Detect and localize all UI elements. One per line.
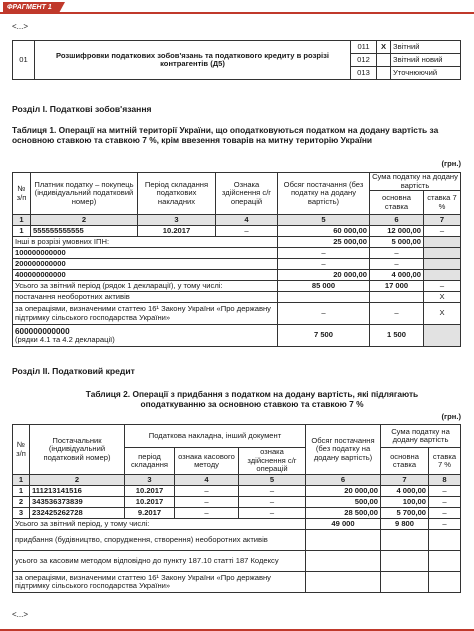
summary-rate7	[429, 530, 461, 551]
summary-basic: –	[370, 303, 424, 325]
col-header: Постачальник (індивідуальний податковий номер)	[30, 425, 125, 475]
table-row	[13, 248, 461, 259]
col-number: 4	[216, 215, 278, 226]
type-checkbox-clarifying[interactable]	[377, 67, 391, 80]
summary-label: Усього за звітний період, у тому числі:	[13, 519, 306, 530]
col-number: 7	[381, 475, 429, 486]
type-code: 012	[351, 54, 377, 67]
cell-basic: –	[370, 259, 424, 270]
summary-volume: 49 000	[306, 519, 381, 530]
col-number: 2	[31, 215, 138, 226]
col-header: основна ставка	[370, 191, 424, 215]
col-number: 5	[239, 475, 306, 486]
summary-rate7: X	[424, 292, 461, 303]
summary-rate7	[424, 325, 461, 347]
table-row	[13, 508, 461, 519]
table-row	[13, 270, 461, 281]
table-row	[13, 259, 461, 270]
cell-rate7: –	[429, 486, 461, 497]
section2-title: Розділ II. Податковий кредит	[12, 366, 135, 376]
summary-rate7: –	[424, 281, 461, 292]
cell-cash: –	[175, 508, 239, 519]
type-checkbox-new-reporting[interactable]	[377, 54, 391, 67]
summary-volume: 85 000	[278, 281, 370, 292]
summary-basic	[370, 292, 424, 303]
table2-unit: (грн.)	[441, 412, 461, 421]
cell-cash: –	[175, 486, 239, 497]
summary-basic: 1 500	[370, 325, 424, 347]
cell-basic: 4 000,00	[381, 486, 429, 497]
summary-rate7	[429, 572, 461, 593]
summary-row	[13, 519, 461, 530]
col-header: Обсяг постачання (без податку на додану вартість)	[278, 173, 370, 215]
cell-basic: 5 700,00	[381, 508, 429, 519]
cell-rate7	[424, 237, 461, 248]
cell-payer: 200000000000	[13, 259, 278, 270]
table2	[12, 424, 461, 593]
col-number: 7	[424, 215, 461, 226]
summary-basic: 17 000	[370, 281, 424, 292]
type-code: 013	[351, 67, 377, 80]
table-row	[13, 497, 461, 508]
cell-basic: 5 000,00	[370, 237, 424, 248]
summary-basic	[381, 530, 429, 551]
cell-basic: 100,00	[381, 497, 429, 508]
table-row	[13, 237, 461, 248]
cell-no: 1	[13, 486, 30, 497]
summary-row	[13, 572, 461, 593]
cell-no: 1	[13, 226, 31, 237]
type-label: Звітний новий	[391, 54, 461, 67]
table1-unit: (грн.)	[441, 159, 461, 168]
cell-payer: 555555555555	[31, 226, 138, 237]
summary-basic	[381, 551, 429, 572]
cell-volume: 20 000,00	[306, 486, 381, 497]
table1-title: Таблиця 1. Операції на митній території України, що оподатковуються податком на додану вартість за основною ставкою та ставкою 7 %, крім ввезення товарів на митну територію України	[12, 125, 439, 146]
cell-payer: 400000000000	[13, 270, 278, 281]
cell-basic: –	[370, 248, 424, 259]
cell-rate7	[424, 248, 461, 259]
col-header: період складання	[125, 448, 175, 475]
summary-volume	[306, 572, 381, 593]
col-header: Сума податку на додану вартість	[370, 173, 461, 191]
section1-title: Розділ I. Податкові зобов'язання	[12, 104, 152, 114]
summary-label-note: (рядки 4.1 та 4.2 декларації)	[15, 335, 115, 344]
summary-label: за операціями, визначеними статтею 16¹ Закону України «Про державну підтримку сільського господарства України»	[13, 303, 278, 325]
summary-volume	[306, 530, 381, 551]
summary-row	[13, 325, 461, 347]
report-title: Розшифровки податкових зобов'язань та податкового кредиту в розрізі контрагентів (Д5)	[35, 41, 351, 80]
cell-rate7: –	[429, 497, 461, 508]
col-header: Сума податку на додану вартість	[381, 425, 461, 448]
col-header: Податкова накладна, інший документ	[125, 425, 306, 448]
cell-volume: –	[278, 248, 370, 259]
summary-volume: 7 500	[278, 325, 370, 347]
cell-period: 10.2017	[138, 226, 216, 237]
col-number: 3	[125, 475, 175, 486]
col-header: Обсяг постачання (без податку на додану вартість)	[306, 425, 381, 475]
summary-basic	[381, 572, 429, 593]
col-header: Платник податку – покупець (індивідуальний податковий номер)	[31, 173, 138, 215]
col-header: ставка 7 %	[429, 448, 461, 475]
col-number: 1	[13, 475, 30, 486]
summary-volume	[306, 551, 381, 572]
col-header: Період складання податкових накладних	[138, 173, 216, 215]
summary-label-cell	[13, 325, 278, 347]
cell-rate7: –	[424, 226, 461, 237]
ellipsis-top: <...>	[12, 22, 29, 31]
cell-cash: –	[175, 497, 239, 508]
summary-label: постачання необоротних активів	[13, 292, 278, 303]
col-header: Ознака здійснення с/г операцій	[216, 173, 278, 215]
cell-period: 10.2017	[125, 486, 175, 497]
col-number: 5	[278, 215, 370, 226]
cell-no: 2	[13, 497, 30, 508]
cell-volume: 28 500,00	[306, 508, 381, 519]
table1	[12, 172, 461, 347]
col-number: 8	[429, 475, 461, 486]
summary-row	[13, 530, 461, 551]
cell-rate7: –	[429, 508, 461, 519]
summary-rate7: –	[429, 519, 461, 530]
cell-rate7	[424, 270, 461, 281]
cell-agri: –	[239, 508, 306, 519]
col-number: 3	[138, 215, 216, 226]
cell-agri: –	[239, 497, 306, 508]
cell-basic: 4 000,00	[370, 270, 424, 281]
summary-row	[13, 303, 461, 325]
top-rule	[0, 12, 474, 14]
summary-row	[13, 551, 461, 572]
cell-volume: 25 000,00	[278, 237, 370, 248]
col-header: ставка 7 %	[424, 191, 461, 215]
col-header: № з/п	[13, 173, 31, 215]
cell-sign: –	[216, 226, 278, 237]
fragment-label: ФРАГМЕНТ 1	[3, 2, 59, 13]
col-number: 4	[175, 475, 239, 486]
cell-period: 10.2017	[125, 497, 175, 508]
cell-volume: 20 000,00	[278, 270, 370, 281]
cell-volume: 60 000,00	[278, 226, 370, 237]
cell-payer: Інші в розрізі умовних ІПН:	[13, 237, 278, 248]
ellipsis-bottom: <...>	[12, 610, 29, 619]
col-header: № з/п	[13, 425, 30, 475]
col-number: 6	[306, 475, 381, 486]
summary-label: за операціями, визначеними статтею 16¹ Закону України «Про державну підтримку сільського господарства України»	[13, 572, 306, 593]
summary-label: Усього за звітний період (рядок 1 декларації), у тому числі:	[13, 281, 278, 292]
type-label: Уточнюючий	[391, 67, 461, 80]
type-label: Звітний	[391, 41, 461, 54]
cell-supplier: 343536373839	[30, 497, 125, 508]
summary-basic: 9 800	[381, 519, 429, 530]
col-header: ознака здійснення с/г операцій	[239, 448, 306, 475]
report-header-table	[12, 40, 461, 80]
col-header: основна ставка	[381, 448, 429, 475]
summary-row	[13, 292, 461, 303]
header-row-code: 01	[13, 41, 35, 80]
cell-period: 9.2017	[125, 508, 175, 519]
col-number: 2	[30, 475, 125, 486]
table-row	[13, 486, 461, 497]
summary-label: 600000000000	[15, 326, 70, 336]
col-number: 6	[370, 215, 424, 226]
col-header: ознака касового методу	[175, 448, 239, 475]
cell-no: 3	[13, 508, 30, 519]
table-row	[13, 226, 461, 237]
cell-volume: –	[278, 259, 370, 270]
summary-label: придбання (будівництво, спорудження, створення) необоротних активів	[13, 530, 306, 551]
summary-volume: –	[278, 303, 370, 325]
table2-title: Таблиця 2. Операції з придбання з податком на додану вартість, які підлягають оподаткуванню за основною ставкою та ставкою 7 %	[85, 389, 419, 410]
type-code: 011	[351, 41, 377, 54]
col-number: 1	[13, 215, 31, 226]
cell-volume: 500,00	[306, 497, 381, 508]
summary-label: усього за касовим методом відповідно до пункту 187.10 статті 187 Кодексу	[13, 551, 306, 572]
cell-basic: 12 000,00	[370, 226, 424, 237]
summary-volume	[278, 292, 370, 303]
summary-rate7	[429, 551, 461, 572]
cell-agri: –	[239, 486, 306, 497]
cell-rate7	[424, 259, 461, 270]
cell-supplier: 111213141516	[30, 486, 125, 497]
type-checkbox-reporting[interactable]: X	[377, 41, 391, 54]
summary-row	[13, 281, 461, 292]
summary-rate7: X	[424, 303, 461, 325]
cell-supplier: 232425262728	[30, 508, 125, 519]
cell-payer: 100000000000	[13, 248, 278, 259]
